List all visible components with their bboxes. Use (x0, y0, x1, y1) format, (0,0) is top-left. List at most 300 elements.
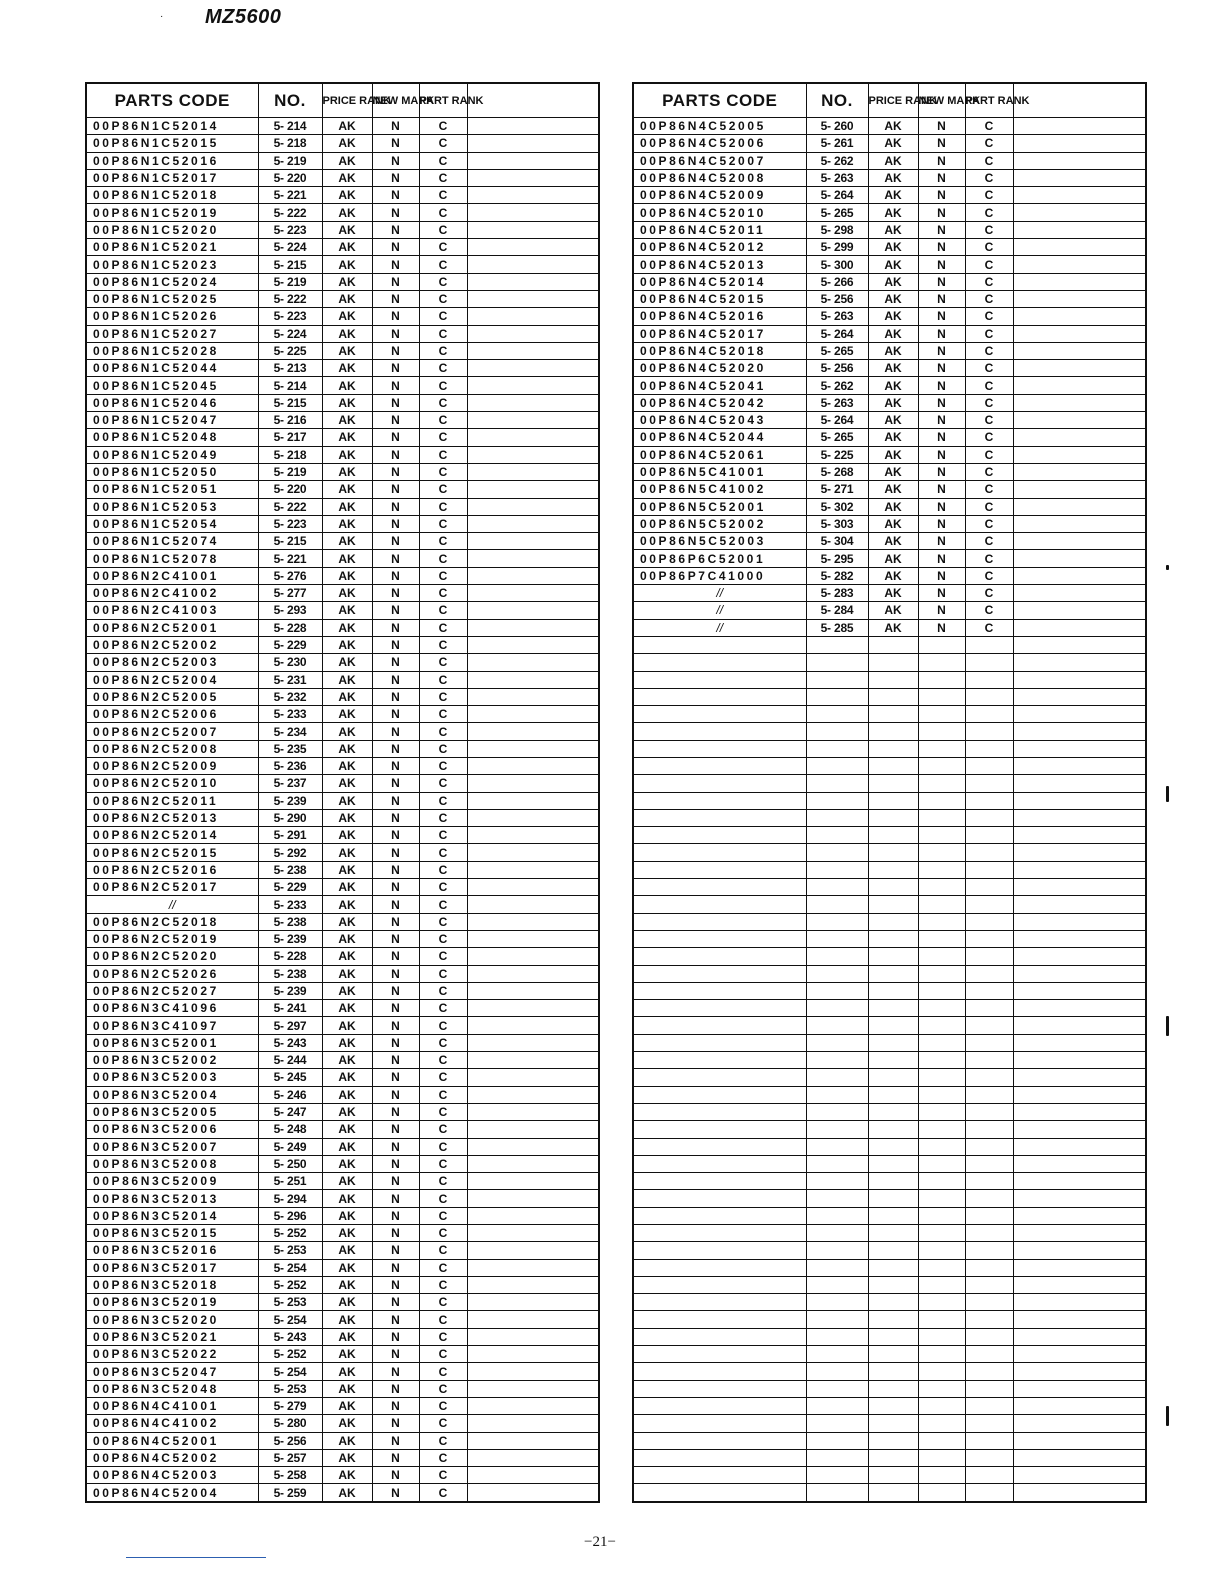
cell-no (806, 688, 868, 705)
cell-code (633, 1207, 806, 1224)
cell-code: // (633, 602, 806, 619)
cell-rank: C (419, 965, 467, 982)
cell-price: AK (322, 256, 372, 273)
cell-rank: C (419, 1086, 467, 1103)
cell-new: N (372, 792, 419, 809)
cell-no: 5- 265 (806, 429, 868, 446)
cell-no: 5- 228 (258, 619, 322, 636)
cell-rank: C (419, 1242, 467, 1259)
cell-rank: C (419, 1363, 467, 1380)
cell-code: 00P86N4C52005 (633, 118, 806, 135)
cell-rank: C (965, 342, 1013, 359)
cell-price: AK (322, 861, 372, 878)
cell-no: 5- 252 (258, 1346, 322, 1363)
cell-no: 5- 268 (806, 463, 868, 480)
cell-blank (1013, 394, 1146, 411)
cell-blank (467, 844, 599, 861)
cell-code: 00P86N2C41001 (86, 567, 258, 584)
cell-blank (1013, 1086, 1146, 1103)
cell-code: 00P86N3C52003 (86, 1069, 258, 1086)
cell-no: 5- 224 (258, 239, 322, 256)
cell-new: N (372, 1173, 419, 1190)
cell-no: 5- 213 (258, 360, 322, 377)
cell-code: 00P86N1C52024 (86, 273, 258, 290)
cell-blank (467, 325, 599, 342)
cell-no: 5- 218 (258, 446, 322, 463)
table-row (633, 1449, 1146, 1466)
cell-blank (1013, 481, 1146, 498)
cell-blank (467, 1449, 599, 1466)
cell-no (806, 930, 868, 947)
cell-no: 5- 263 (806, 394, 868, 411)
cell-rank: C (419, 239, 467, 256)
table-row (633, 1155, 1146, 1172)
cell-new: N (372, 1000, 419, 1017)
cell-no: 5- 292 (258, 844, 322, 861)
cell-price: AK (322, 1052, 372, 1069)
cell-no: 5- 299 (806, 239, 868, 256)
cell-code (633, 965, 806, 982)
cell-rank: C (419, 827, 467, 844)
cell-price: AK (322, 221, 372, 238)
cell-code (633, 1000, 806, 1017)
cell-rank: C (419, 342, 467, 359)
cell-rank: C (965, 498, 1013, 515)
cell-code: 00P86N3C52008 (86, 1155, 258, 1172)
cell-no (806, 896, 868, 913)
cell-price (868, 1328, 918, 1345)
cell-new (918, 861, 965, 878)
cell-price (868, 1155, 918, 1172)
cell-price (868, 1346, 918, 1363)
cell-no: 5- 256 (806, 290, 868, 307)
cell-price: AK (868, 135, 918, 152)
cell-new (918, 636, 965, 653)
table-row (86, 342, 599, 359)
cell-no: 5- 257 (258, 1449, 322, 1466)
table-row (86, 1000, 599, 1017)
cell-price (868, 1138, 918, 1155)
cell-new (918, 827, 965, 844)
cell-price: AK (868, 308, 918, 325)
cell-blank (467, 619, 599, 636)
cell-new (918, 1190, 965, 1207)
cell-code: 00P86N4C52014 (633, 273, 806, 290)
cell-price: AK (322, 619, 372, 636)
cell-new: N (918, 308, 965, 325)
cell-new: N (918, 377, 965, 394)
cell-blank (1013, 308, 1146, 325)
header-dot: · (160, 11, 164, 22)
cell-price (868, 1311, 918, 1328)
cell-new (918, 1449, 965, 1466)
cell-price: AK (868, 221, 918, 238)
cell-code (633, 1328, 806, 1345)
cell-rank: C (419, 636, 467, 653)
table-row (633, 1467, 1146, 1484)
cell-price: AK (322, 1086, 372, 1103)
col-header-part-rank: PART RANK (965, 83, 1013, 118)
cell-code: 00P86N2C52015 (86, 844, 258, 861)
parts-table-body (86, 118, 599, 1502)
cell-no: 5- 221 (258, 550, 322, 567)
cell-new: N (918, 429, 965, 446)
cell-new: N (372, 1069, 419, 1086)
cell-no: 5- 291 (258, 827, 322, 844)
cell-blank (467, 1363, 599, 1380)
cell-new: N (372, 602, 419, 619)
table-row (86, 844, 599, 861)
cell-price: AK (322, 1259, 372, 1276)
cell-rank: C (419, 654, 467, 671)
cell-rank (965, 706, 1013, 723)
cell-price: AK (322, 809, 372, 826)
cell-no (806, 1000, 868, 1017)
cell-rank: C (419, 585, 467, 602)
cell-no: 5- 223 (258, 308, 322, 325)
cell-price: AK (322, 135, 372, 152)
cell-price (868, 723, 918, 740)
cell-code: 00P86N2C52019 (86, 930, 258, 947)
cell-blank (467, 1121, 599, 1138)
cell-new: N (918, 515, 965, 532)
table-row (633, 239, 1146, 256)
cell-code: 00P86N3C52004 (86, 1086, 258, 1103)
cell-price (868, 1449, 918, 1466)
cell-no (806, 1225, 868, 1242)
cell-code (633, 879, 806, 896)
cell-new: N (918, 135, 965, 152)
cell-price (868, 913, 918, 930)
cell-rank: C (419, 325, 467, 342)
cell-code: 00P86N4C52006 (633, 135, 806, 152)
cell-blank (467, 1415, 599, 1432)
cell-no: 5- 294 (258, 1190, 322, 1207)
table-row (86, 1259, 599, 1276)
table-row (633, 515, 1146, 532)
parts-table-body (633, 118, 1146, 1502)
cell-blank (467, 394, 599, 411)
cell-rank: C (419, 688, 467, 705)
cell-rank: C (965, 256, 1013, 273)
cell-no (806, 1484, 868, 1502)
cell-price: AK (322, 671, 372, 688)
cell-no (806, 1242, 868, 1259)
table-header-row (86, 83, 599, 118)
table-row (633, 446, 1146, 463)
table-row (633, 896, 1146, 913)
cell-rank: C (965, 533, 1013, 550)
cell-rank (965, 1173, 1013, 1190)
cell-price: AK (322, 118, 372, 135)
col-header-new-mark: NEW MARK (918, 83, 965, 118)
cell-blank (467, 1259, 599, 1276)
cell-new: N (372, 809, 419, 826)
cell-price: AK (322, 1207, 372, 1224)
cell-new: N (918, 602, 965, 619)
cell-new: N (918, 463, 965, 480)
cell-rank (965, 1467, 1013, 1484)
cell-rank: C (965, 360, 1013, 377)
cell-rank: C (965, 481, 1013, 498)
cell-code: 00P86N1C52044 (86, 360, 258, 377)
cell-rank: C (965, 412, 1013, 429)
cell-code (633, 1363, 806, 1380)
cell-new: N (372, 706, 419, 723)
cell-code (633, 1017, 806, 1034)
table-row (86, 775, 599, 792)
table-row (633, 273, 1146, 290)
cell-code: 00P86N2C52027 (86, 982, 258, 999)
cell-new: N (372, 394, 419, 411)
table-row (86, 533, 599, 550)
cell-blank (1013, 1432, 1146, 1449)
table-row (86, 1311, 599, 1328)
cell-code (633, 1346, 806, 1363)
cell-rank (965, 1052, 1013, 1069)
cell-no (806, 1467, 868, 1484)
table-row (86, 221, 599, 238)
cell-blank (1013, 879, 1146, 896)
cell-new (918, 1432, 965, 1449)
table-row (633, 204, 1146, 221)
cell-rank (965, 1155, 1013, 1172)
table-row (633, 221, 1146, 238)
cell-no: 5- 219 (258, 273, 322, 290)
cell-no: 5- 263 (806, 169, 868, 186)
cell-no (806, 654, 868, 671)
cell-price (868, 1086, 918, 1103)
table-row (633, 1346, 1146, 1363)
table-row (86, 861, 599, 878)
cell-price (868, 1484, 918, 1502)
cell-no (806, 1346, 868, 1363)
table-row (86, 688, 599, 705)
cell-code: 00P86N5C52001 (633, 498, 806, 515)
cell-price (868, 1121, 918, 1138)
cell-no: 5- 222 (258, 204, 322, 221)
cell-no: 5- 251 (258, 1173, 322, 1190)
cell-rank: C (965, 308, 1013, 325)
cell-blank (1013, 1000, 1146, 1017)
cell-new (918, 1034, 965, 1051)
cell-no: 5- 223 (258, 515, 322, 532)
cell-new (918, 1207, 965, 1224)
cell-blank (467, 827, 599, 844)
cell-new: N (372, 446, 419, 463)
cell-new: N (372, 429, 419, 446)
cell-blank (1013, 827, 1146, 844)
cell-rank: C (419, 671, 467, 688)
cell-blank (1013, 1173, 1146, 1190)
cell-no: 5- 236 (258, 757, 322, 774)
cell-price: AK (322, 1034, 372, 1051)
cell-new: N (372, 930, 419, 947)
cell-price (868, 965, 918, 982)
cell-code (633, 688, 806, 705)
cell-code: 00P86N2C52005 (86, 688, 258, 705)
cell-price: AK (868, 533, 918, 550)
cell-blank (467, 1225, 599, 1242)
table-row (633, 965, 1146, 982)
cell-rank: C (419, 809, 467, 826)
cell-new: N (372, 1155, 419, 1172)
cell-no: 5- 261 (806, 135, 868, 152)
cell-no: 5- 218 (258, 135, 322, 152)
cell-new: N (372, 1086, 419, 1103)
cell-blank (1013, 221, 1146, 238)
cell-new: N (372, 844, 419, 861)
cell-code: 00P86N1C52078 (86, 550, 258, 567)
cell-blank (467, 221, 599, 238)
cell-blank (1013, 844, 1146, 861)
cell-code (633, 1259, 806, 1276)
cell-blank (1013, 1103, 1146, 1120)
cell-price: AK (322, 204, 372, 221)
cell-blank (1013, 723, 1146, 740)
cell-price: AK (868, 515, 918, 532)
cell-no: 5- 223 (258, 221, 322, 238)
table-row (633, 1259, 1146, 1276)
cell-price: AK (322, 1294, 372, 1311)
table-row (86, 1328, 599, 1345)
cell-new (918, 930, 965, 947)
table-row (86, 654, 599, 671)
cell-price (868, 1034, 918, 1051)
cell-code: 00P86N2C52017 (86, 879, 258, 896)
cell-no: 5- 249 (258, 1138, 322, 1155)
table-row (86, 446, 599, 463)
cell-blank (1013, 1380, 1146, 1397)
cell-price: AK (868, 187, 918, 204)
cell-new: N (372, 1225, 419, 1242)
cell-rank: C (419, 1276, 467, 1293)
cell-no (806, 1034, 868, 1051)
table-row (86, 1207, 599, 1224)
model-title: MZ5600 (205, 6, 282, 28)
cell-new (918, 1052, 965, 1069)
cell-rank (965, 1311, 1013, 1328)
cell-blank (467, 1000, 599, 1017)
cell-code: 00P86N1C52015 (86, 135, 258, 152)
table-row (633, 740, 1146, 757)
cell-blank (1013, 861, 1146, 878)
table-row (86, 1484, 599, 1502)
cell-blank (467, 204, 599, 221)
cell-rank: C (419, 1034, 467, 1051)
cell-new: N (372, 273, 419, 290)
cell-rank: C (965, 118, 1013, 135)
cell-new (918, 740, 965, 757)
cell-price: AK (322, 1415, 372, 1432)
cell-code (633, 844, 806, 861)
cell-rank: C (419, 896, 467, 913)
cell-rank (965, 1380, 1013, 1397)
cell-price: AK (322, 688, 372, 705)
cell-new (918, 1103, 965, 1120)
table-row (633, 757, 1146, 774)
cell-rank: C (419, 1138, 467, 1155)
cell-code (633, 1294, 806, 1311)
cell-price (868, 740, 918, 757)
cell-rank: C (419, 1311, 467, 1328)
cell-blank (467, 152, 599, 169)
cell-price (868, 1259, 918, 1276)
cell-rank: C (419, 1432, 467, 1449)
table-row (633, 394, 1146, 411)
cell-new (918, 1121, 965, 1138)
cell-no: 5- 224 (258, 325, 322, 342)
cell-rank: C (419, 515, 467, 532)
cell-no: 5- 229 (258, 636, 322, 653)
cell-new (918, 706, 965, 723)
cell-rank: C (419, 1155, 467, 1172)
cell-price: AK (868, 204, 918, 221)
table-row (86, 515, 599, 532)
cell-no: 5- 247 (258, 1103, 322, 1120)
cell-no (806, 1415, 868, 1432)
cell-blank (467, 308, 599, 325)
cell-price: AK (322, 498, 372, 515)
cell-new (918, 1242, 965, 1259)
cell-new (918, 1328, 965, 1345)
cell-price: AK (868, 169, 918, 186)
cell-price: AK (322, 723, 372, 740)
cell-rank (965, 740, 1013, 757)
cell-blank (467, 256, 599, 273)
table-row (86, 982, 599, 999)
cell-no: 5- 280 (258, 1415, 322, 1432)
cell-code (633, 1121, 806, 1138)
cell-code (633, 809, 806, 826)
cell-rank (965, 896, 1013, 913)
cell-code: 00P86N5C41002 (633, 481, 806, 498)
cell-new: N (372, 671, 419, 688)
cell-rank: C (419, 1052, 467, 1069)
cell-rank: C (965, 429, 1013, 446)
table-row (86, 1415, 599, 1432)
col-header-no: NO. (258, 83, 322, 118)
cell-new (918, 688, 965, 705)
table-row (86, 913, 599, 930)
cell-new: N (372, 1484, 419, 1502)
table-row (633, 1034, 1146, 1051)
cell-blank (467, 965, 599, 982)
cell-blank (1013, 152, 1146, 169)
cell-code: 00P86N1C52019 (86, 204, 258, 221)
cell-new (918, 1155, 965, 1172)
cell-new: N (372, 118, 419, 135)
cell-no: 5- 245 (258, 1069, 322, 1086)
cell-new: N (372, 481, 419, 498)
cell-price (868, 861, 918, 878)
cell-no: 5- 253 (258, 1242, 322, 1259)
cell-rank (965, 827, 1013, 844)
cell-blank (1013, 118, 1146, 135)
cell-new (918, 896, 965, 913)
cell-code (633, 1380, 806, 1397)
table-row (633, 1207, 1146, 1224)
table-row (633, 671, 1146, 688)
cell-code (633, 1052, 806, 1069)
cell-code: 00P86N1C52014 (86, 118, 258, 135)
cell-rank: C (965, 152, 1013, 169)
cell-code: 00P86N3C41096 (86, 1000, 258, 1017)
cell-price (868, 757, 918, 774)
cell-new: N (372, 879, 419, 896)
cell-new (918, 1138, 965, 1155)
cell-price: AK (868, 394, 918, 411)
